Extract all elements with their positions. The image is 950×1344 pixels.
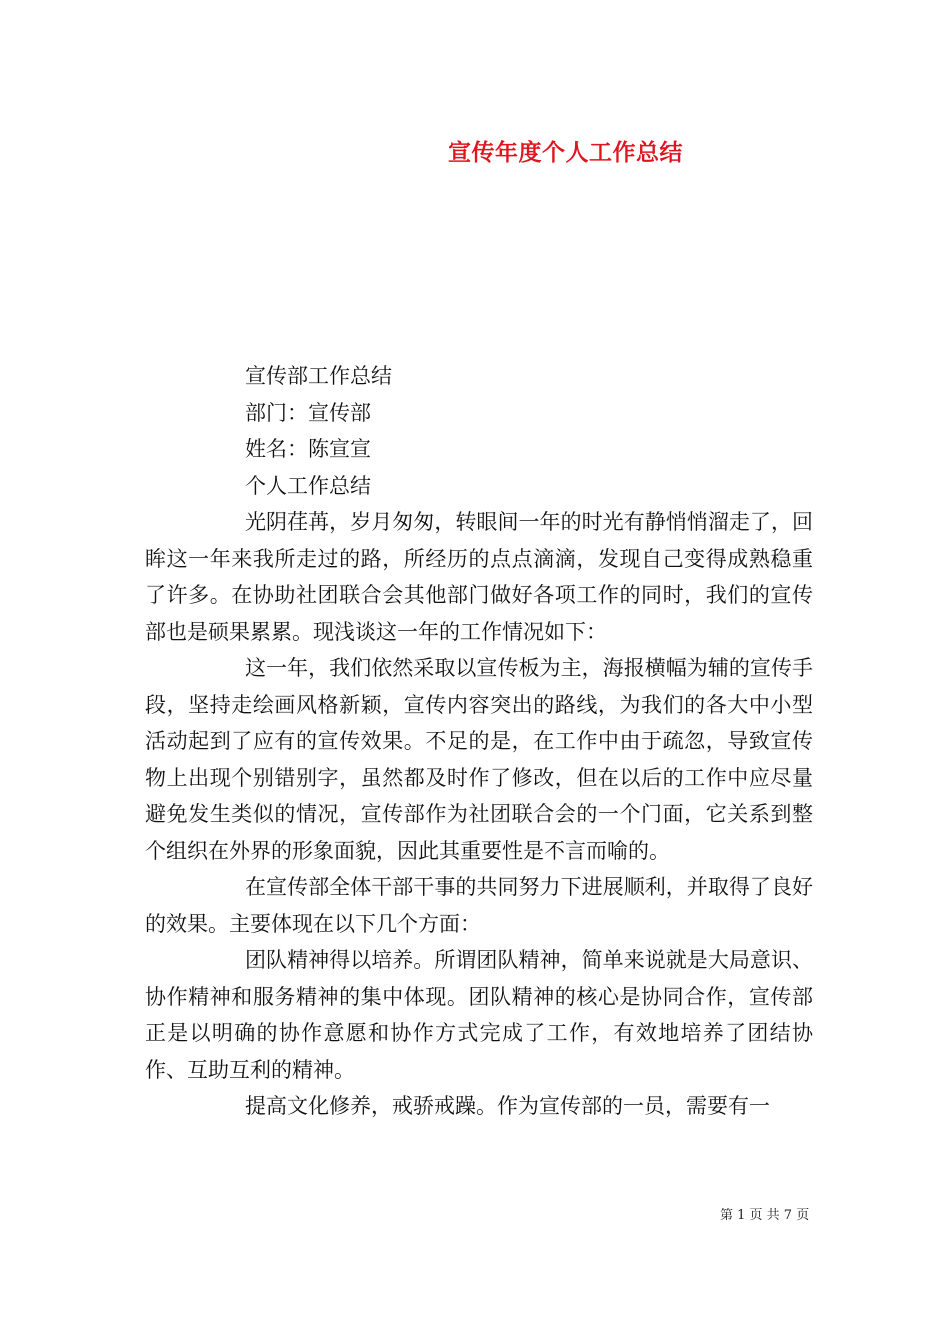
paragraph-cultivation: 提高文化修养，戒骄戒躁。作为宣传部的一员，需要有一 (245, 1094, 770, 1118)
page-number-footer: 第 1 页 共 7 页 (720, 1208, 810, 1223)
paragraph-publicity-methods: 这一年，我们依然采取以宣传板为主，海报横幅为辅的宣传手段，坚持走绘画风格新颖，宣传内容突出的路线，为我们的各大中小型活动起到了应有的宣传效果。不足的是，在工作中由于疏忽，导致宣传物上出现个别错别字，虽然都及时作了修改，但在以后的工作中应尽量避免发生类似的情况，宣传部作为社团联合会的一个门面，它关系到整个组织在外界的形象面貌，因此其重要性是不言而喻的。 (145, 656, 813, 863)
meta-line-name: 姓名：陈宣宣 (245, 437, 371, 461)
meta-line-heading: 宣传部工作总结 (245, 364, 392, 388)
paragraph-progress: 在宣传部全体干部干事的共同努力下进展顺利，并取得了良好的效果。主要体现在以下几个方面： (145, 875, 813, 936)
meta-line-department: 部门：宣传部 (245, 400, 371, 425)
document-title: 宣传年度个人工作总结 (448, 139, 683, 166)
document-body (145, 358, 813, 1125)
paragraph-intro: 光阴荏苒，岁月匆匆，转眼间一年的时光有静悄悄溜走了，回眸这一年来我所走过的路，所经历的点点滴滴，发现自己变得成熟稳重了许多。在协助社团联合会其他部门做好各项工作的同时，我们的宣传部也是硕果累累。现浅谈这一年的工作情况如下： (145, 510, 813, 644)
meta-line-subtitle: 个人工作总结 (245, 473, 371, 498)
paragraph-team-spirit: 团队精神得以培养。所谓团队精神，简单来说就是大局意识、协作精神和服务精神的集中体现。团队精神的核心是协同合作，宣传部正是以明确的协作意愿和协作方式完成了工作，有效地培养了团结协作、互助互利的精神。 (145, 948, 813, 1082)
